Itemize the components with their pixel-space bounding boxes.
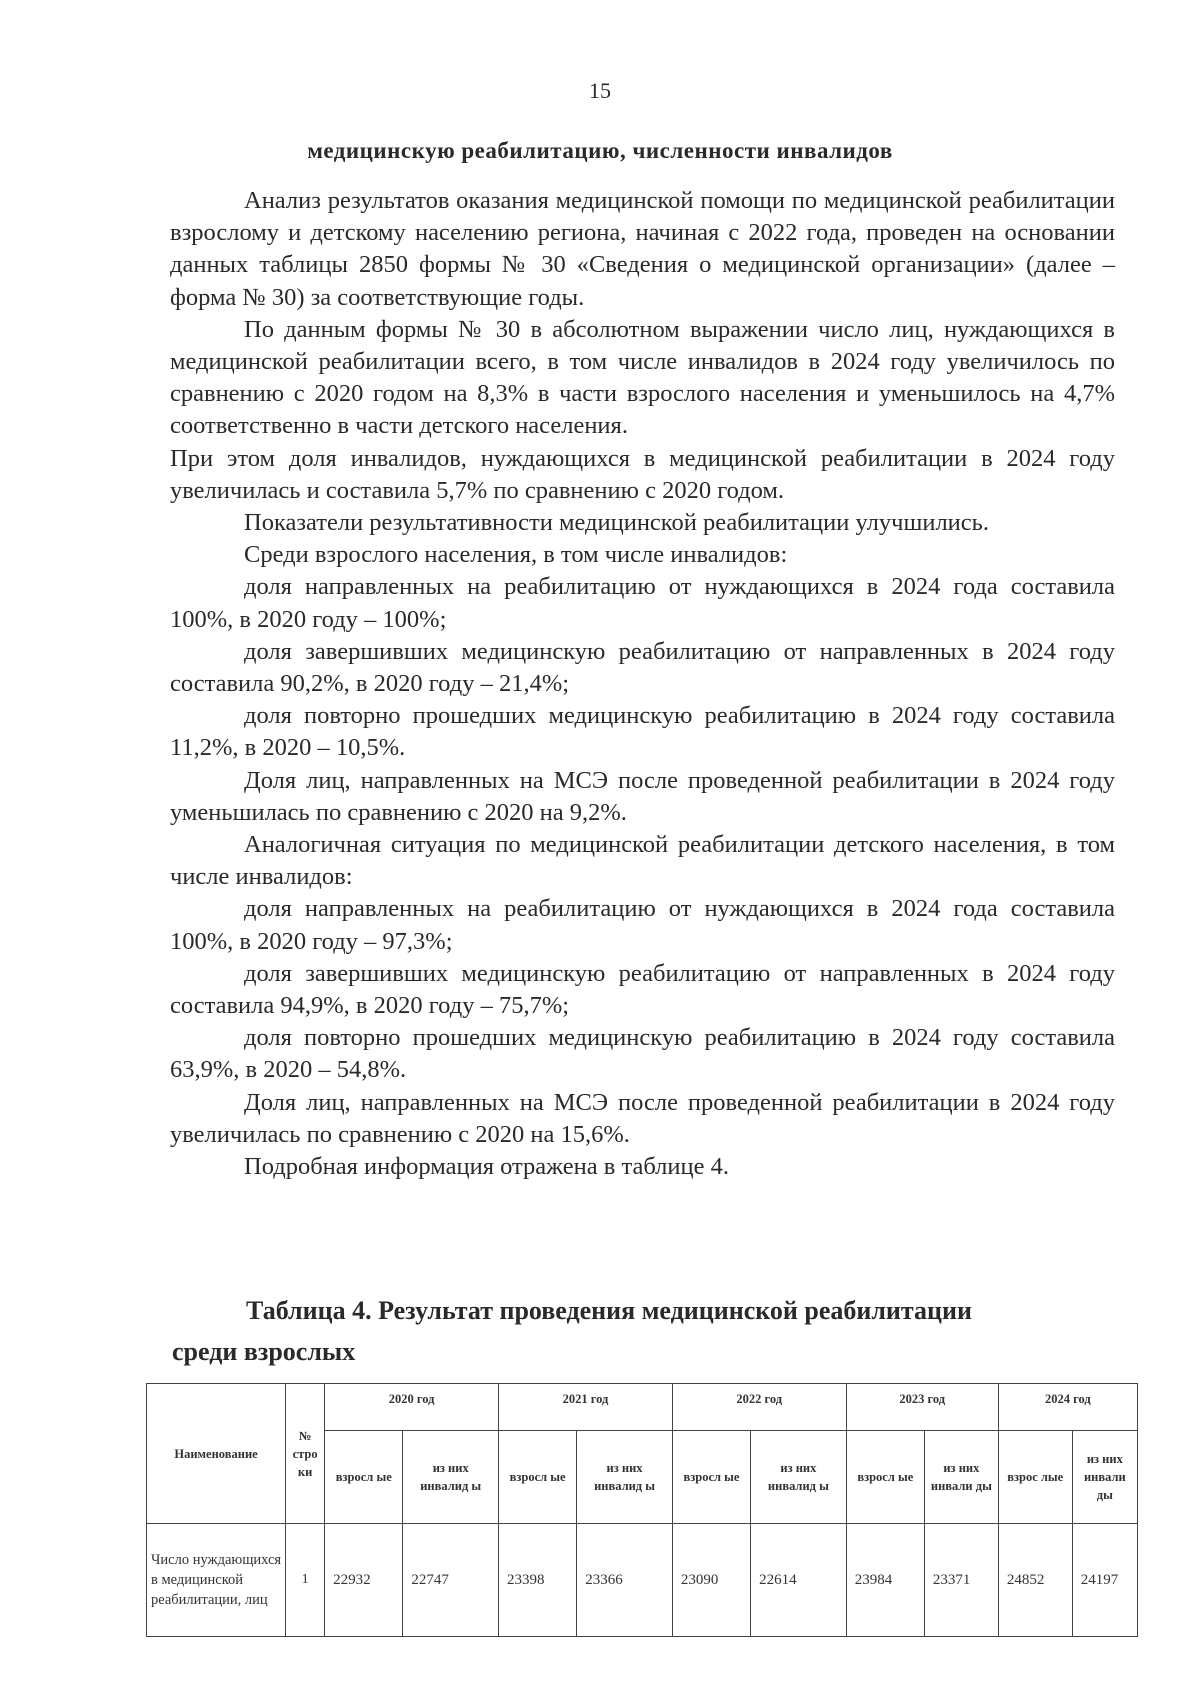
header-row-number: № стро ки [286,1384,325,1524]
cell-value: 23090 [672,1524,750,1637]
header-adults: взрос лые [998,1431,1072,1524]
paragraph: Аналогичная ситуация по медицинской реабилитации детского населения, в том числе инвалидов: [170,831,1115,891]
table-title [172,1290,1112,1372]
cell-value: 22614 [751,1524,847,1637]
header-adults: взросл ые [499,1431,577,1524]
cell-value: 23371 [924,1524,998,1637]
header-adults: взросл ые [672,1431,750,1524]
paragraph: Доля лиц, направленных на МСЭ после проведенной реабилитации в 2024 году увеличилась по сравнению с 2020 на 15,6%. [170,1088,1115,1148]
paragraph: Доля лиц, направленных на МСЭ после проведенной реабилитации в 2024 году уменьшилась по сравнению с 2020 на 9,2%. [170,766,1115,826]
header-year: 2022 год [672,1384,846,1431]
table-header-row [147,1384,1138,1431]
paragraph: доля завершивших медицинскую реабилитацию от направленных в 2024 году составила 90,2%, в 2020 году – 21,4%; [170,637,1115,698]
paragraph: При этом доля инвалидов, нуждающихся в медицинской реабилитации в 2024 году увеличилась и составила 5,7% по сравнению с 2020 годом. [170,444,1115,504]
paragraph: доля завершивших медицинскую реабилитацию от направленных в 2024 году составила 94,9%, в 2020 году – 75,7%; [170,959,1115,1020]
header-adults: взросл ые [846,1431,924,1524]
cell-value: 23366 [577,1524,673,1637]
paragraph: доля направленных на реабилитацию от нуждающихся в 2024 года составила 100%, в 2020 году – 100%; [170,573,1115,633]
header-disabled: из них инвали ды [924,1431,998,1524]
paragraph: Среди взрослого населения, в том числе инвалидов: [244,541,788,569]
table-row [147,1524,1138,1637]
cell-value: 22747 [403,1524,499,1637]
header-name: Наименование [147,1384,286,1524]
table-title-line-1: Таблица 4. Результат проведения медицинской реабилитации [246,1296,972,1325]
paragraph: доля повторно прошедших медицинскую реабилитацию в 2024 году составила 63,9%, в 2020 – 54,8%. [170,1024,1115,1084]
cell-value: 24197 [1072,1524,1137,1637]
header-year: 2020 год [325,1384,499,1431]
header-year: 2024 год [998,1384,1137,1431]
paragraph: доля повторно прошедших медицинскую реабилитацию в 2024 году составила 11,2%, в 2020 – 10,5%. [170,702,1115,762]
paragraph: Анализ результатов оказания медицинской помощи по медицинской реабилитации взрослому и детскому населению региона, начиная с 2022 года, проведен на основании данных таблицы 2850 формы № 30 «Сведения о медицинской организации» (далее – форма № 30) за соответствующие годы. [170,187,1115,311]
row-name: Число нуждающихся в медицинской реабилитации, лиц [147,1524,286,1637]
header-disabled: из них инвали ды [1072,1431,1137,1524]
rehabilitation-table [146,1383,1138,1637]
cell-value: 22932 [325,1524,403,1637]
page-number: 15 [589,78,611,103]
paragraph: По данным формы № 30 в абсолютном выражении число лиц, нуждающихся в медицинской реабилитации всего, в том числе инвалидов в 2024 году увеличилось по сравнению с 2020 годом на 8,3% в части взрослого населения и уменьшилось на 4,7% соответственно в части детского населения. [170,315,1115,440]
cell-value: 23984 [846,1524,924,1637]
body-text [170,185,1115,1183]
paragraph: Подробная информация отражена в таблице 4. [244,1153,729,1181]
header-disabled: из них инвалид ы [577,1431,673,1524]
cell-value: 23398 [499,1524,577,1637]
paragraph: доля направленных на реабилитацию от нуждающихся в 2024 года составила 100%, в 2020 году – 97,3%; [170,895,1115,955]
header-disabled: из них инвалид ы [751,1431,847,1524]
paragraph: Показатели результативности медицинской реабилитации улучшились. [244,509,989,537]
header-year: 2021 год [499,1384,673,1431]
cell-value: 24852 [998,1524,1072,1637]
section-heading: медицинскую реабилитацию, численности инвалидов [307,138,893,163]
header-disabled: из них инвалид ы [403,1431,499,1524]
header-year: 2023 год [846,1384,998,1431]
header-adults: взросл ые [325,1431,403,1524]
table-title-line-2: среди взрослых [172,1337,356,1366]
row-number: 1 [286,1524,325,1637]
